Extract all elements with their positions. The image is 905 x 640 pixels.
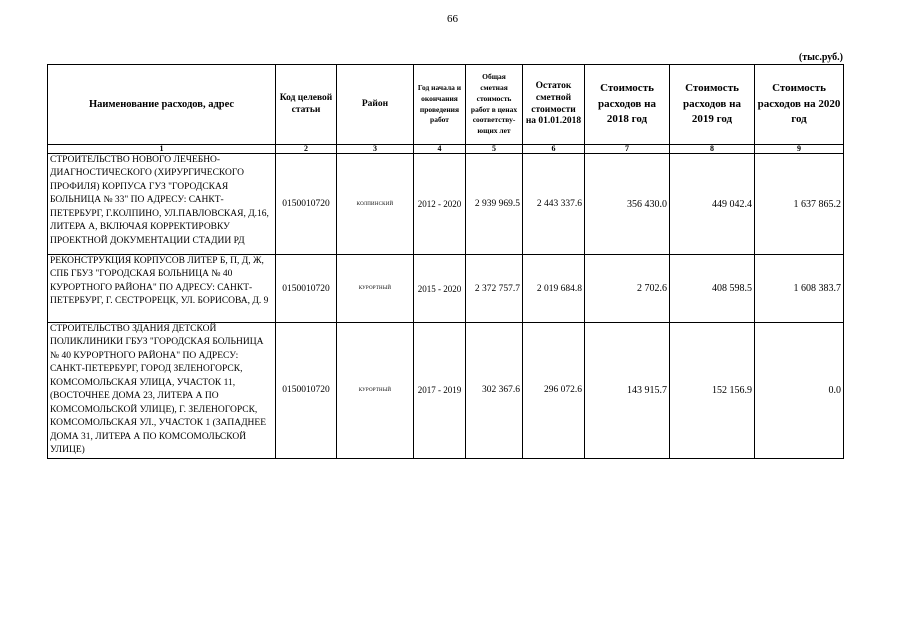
cost-2020: 1 637 865.2: [755, 154, 844, 255]
column-number: 6: [523, 145, 585, 154]
expenses-table: [47, 64, 844, 459]
table-row: [48, 255, 844, 323]
column-number: 2: [276, 145, 337, 154]
work-period: 2017 - 2019: [414, 323, 466, 459]
expense-name: СТРОИТЕЛЬСТВО ЗДАНИЯ ДЕТСКОЙ ПОЛИКЛИНИКИ ГБУЗ "ГОРОДСКАЯ БОЛЬНИЦА № 40 КУРОРТНОГО РАЙОНА" ПО АДРЕСУ: САНКТ-ПЕТЕРБУРГ, ГОРОД ЗЕЛЕНОГОРСК, КОМСОМОЛЬСКАЯ УЛИЦА, УЧАСТОК 11, (ВОСТОЧНЕЕ ДОМА 23, ЛИТЕРА А ПО КОМСОМОЛЬСКОЙ УЛИЦЕ), Г. ЗЕЛЕНОГОРСК, КОМСОМОЛЬСКАЯ УЛ., УЧАСТОК 1 (ЗАПАДНЕЕ ДОМА 31, ЛИТЕРА А ПО КОМСОМОЛЬСКОЙ УЛИЦЕ): [48, 323, 276, 459]
column-number: 8: [670, 145, 755, 154]
target-code: 0150010720: [276, 323, 337, 459]
expense-name: СТРОИТЕЛЬСТВО НОВОГО ЛЕЧЕБНО-ДИАГНОСТИЧЕСКОГО (ХИРУРГИЧЕСКОГО ПРОФИЛЯ) КОРПУСА ГУЗ "ГОРОДСКАЯ БОЛЬНИЦА № 33" ПО АДРЕСУ: САНКТ-ПЕТЕРБУРГ, Г.КОЛПИНО, УЛ.ПАВЛОВСКАЯ, Д.16, ЛИТЕРА А, ВКЛЮЧАЯ КОРРЕКТИРОВКУ ПРОЕКТНОЙ ДОКУМЕНТАЦИИ СТАДИИ РД: [48, 154, 276, 255]
cost-2019: 408 598.5: [670, 255, 755, 323]
column-number: 7: [585, 145, 670, 154]
balance-cost: 2 019 684.8: [523, 255, 585, 323]
column-number: 4: [414, 145, 466, 154]
header-cost-2019: Стоимость расходов на 2019 год: [670, 65, 755, 145]
column-number: 1: [48, 145, 276, 154]
cost-2020: 1 608 383.7: [755, 255, 844, 323]
cost-2018: 143 915.7: [585, 323, 670, 459]
work-period: 2015 - 2020: [414, 255, 466, 323]
target-code: 0150010720: [276, 154, 337, 255]
units-label: (тыс.руб.): [798, 52, 843, 63]
expense-name: РЕКОНСТРУКЦИЯ КОРПУСОВ ЛИТЕР Б, П, Д, Ж, СПБ ГБУЗ "ГОРОДСКАЯ БОЛЬНИЦА № 40 КУРОРТНОГО РАЙОНА" ПО АДРЕСУ: САНКТ-ПЕТЕРБУРГ, Г. СЕСТРОРЕЦК, УЛ. БОРИСОВА, Д. 9: [48, 255, 276, 323]
cost-2020: 0.0: [755, 323, 844, 459]
estimate-cost: 2 372 757.7: [466, 255, 523, 323]
header-district: Район: [337, 65, 414, 145]
table-header-row: [48, 65, 844, 145]
cost-2019: 449 042.4: [670, 154, 755, 255]
cost-2018: 2 702.6: [585, 255, 670, 323]
header-balance: Остаток сметной стоимости на 01.01.2018: [523, 65, 585, 145]
table-row: [48, 323, 844, 459]
column-number-row: [48, 145, 844, 154]
district: КУРОРТНЫЙ: [337, 323, 414, 459]
work-period: 2012 - 2020: [414, 154, 466, 255]
header-period: Год начала и окончания проведения работ: [414, 65, 466, 145]
header-cost-2018: Стоимость расходов на 2018 год: [585, 65, 670, 145]
district: КОЛПИНСКИЙ: [337, 154, 414, 255]
column-number: 3: [337, 145, 414, 154]
cost-2018: 356 430.0: [585, 154, 670, 255]
column-number: 5: [466, 145, 523, 154]
header-estimate: Общая сметная стоимость работ в ценах соответству-ющих лет: [466, 65, 523, 145]
estimate-cost: 2 939 969.5: [466, 154, 523, 255]
cost-2019: 152 156.9: [670, 323, 755, 459]
page-number: 66: [447, 13, 458, 25]
header-code: Код целевой статьи: [276, 65, 337, 145]
estimate-cost: 302 367.6: [466, 323, 523, 459]
column-number: 9: [755, 145, 844, 154]
header-cost-2020: Стоимость расходов на 2020 год: [755, 65, 844, 145]
table-row: [48, 154, 844, 255]
district: КУРОРТНЫЙ: [337, 255, 414, 323]
balance-cost: 2 443 337.6: [523, 154, 585, 255]
target-code: 0150010720: [276, 255, 337, 323]
header-name: Наименование расходов, адрес: [48, 65, 276, 145]
balance-cost: 296 072.6: [523, 323, 585, 459]
